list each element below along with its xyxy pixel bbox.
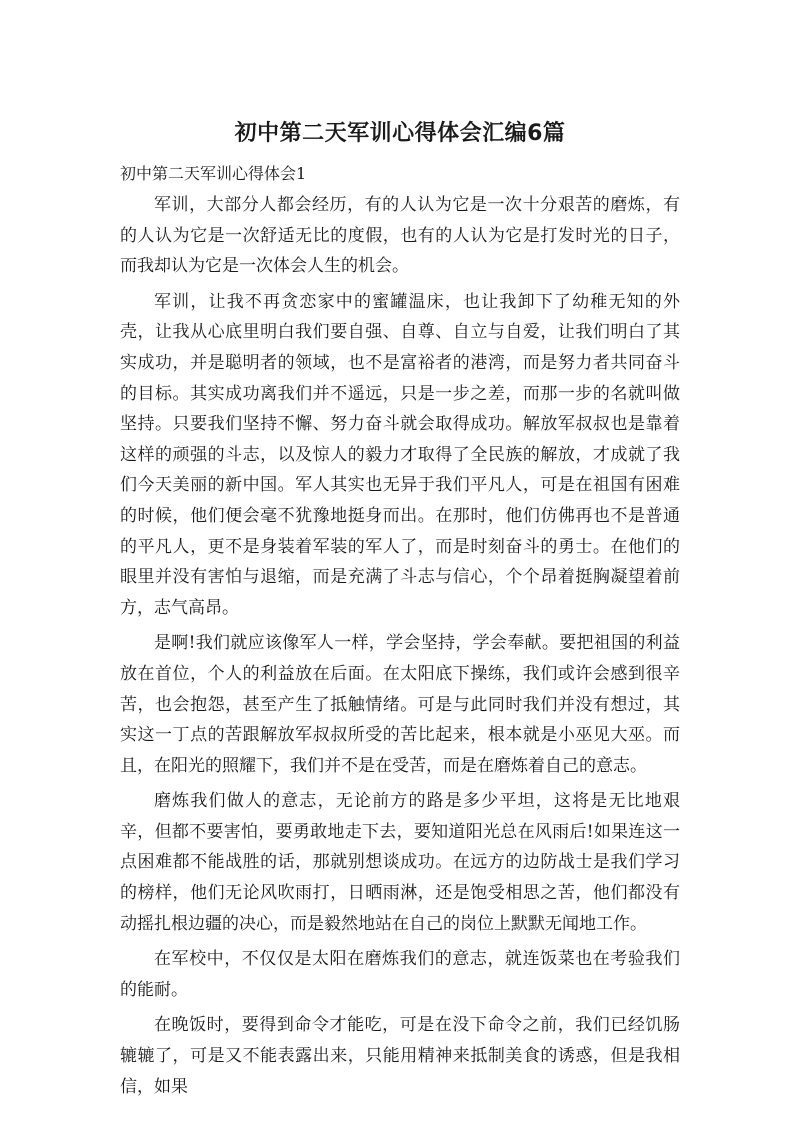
paragraph: 军训，大部分人都会经历，有的人认为它是一次十分艰苦的磨炼，有的人认为它是一次舒适无比的度假，也有的人认为它是打发时光的日子，而我却认为它是一次体会人生的机会。 (120, 195, 680, 277)
paragraph: 磨炼我们做人的意志，无论前方的路是多少平坦，这将是无比地艰辛，但都不要害怕，要勇敢地走下去，要知道阳光总在风雨后!如果连这一点困难都不能战胜的话，那就别想谈成功。在远方的边防战士是我们学习的榜样，他们无论风吹雨打，日晒雨淋，还是饱受相思之苦，他们都没有动摇扎根边疆的决心，而是毅然地站在自己的岗位上默默无闻地工作。 (120, 791, 680, 934)
paragraph: 在晚饭时，要得到命令才能吃，可是在没下命令之前，我们已经饥肠辘辘了，可是又不能表露出来，只能用精神来抵制美食的诱惑，但是我相信，如果 (120, 1015, 680, 1097)
document-body (120, 190, 680, 1107)
document-title: 初中第二天军训心得体会汇编6篇 (234, 121, 566, 146)
paragraph: 军训，让我不再贪恋家中的蜜罐温床，也让我卸下了幼稚无知的外壳，让我从心底里明白我们要自强、自尊、自立与自爱，让我们明白了其实成功，并是聪明者的领域，也不是富裕者的港湾，而是努力者共同奋斗的目标。其实成功离我们并不遥远，只是一步之差，而那一步的名就叫做坚持。只要我们坚持不懈、努力奋斗就会取得成功。解放军叔叔也是靠着这样的顽强的斗志，以及惊人的毅力才取得了全民族的解放，才成就了我们今天美丽的新中国。军人其实也无异于我们平凡人，可是在祖国有困难的时候，他们便会毫不犹豫地挺身而出。在那时，他们仿佛再也不是普通的平凡人，更不是身装着军装的军人了，而是时刻奋斗的勇士。在他们的眼里并没有害怕与退缩，而是充满了斗志与信心，个个昂着挺胸凝望着前方，志气高昂。 (120, 291, 680, 618)
document-subtitle: 初中第二天军训心得体会1 (120, 164, 307, 183)
paragraph: 在军校中，不仅仅是太阳在磨炼我们的意志，就连饭菜也在考验我们的能耐。 (120, 949, 680, 1000)
paragraph: 是啊!我们就应该像军人一样，学会坚持，学会奉献。要把祖国的利益放在首位，个人的利益放在后面。在太阳底下操练，我们或许会感到很辛苦，也会抱怨，甚至产生了抵触情绪。可是与此同时我们并没有想过，其实这一丁点的苦跟解放军叔叔所受的苦比起来，根本就是小巫见大巫。而且，在阳光的照耀下，我们并不是在受苦，而是在磨炼着自己的意志。 (120, 633, 680, 776)
